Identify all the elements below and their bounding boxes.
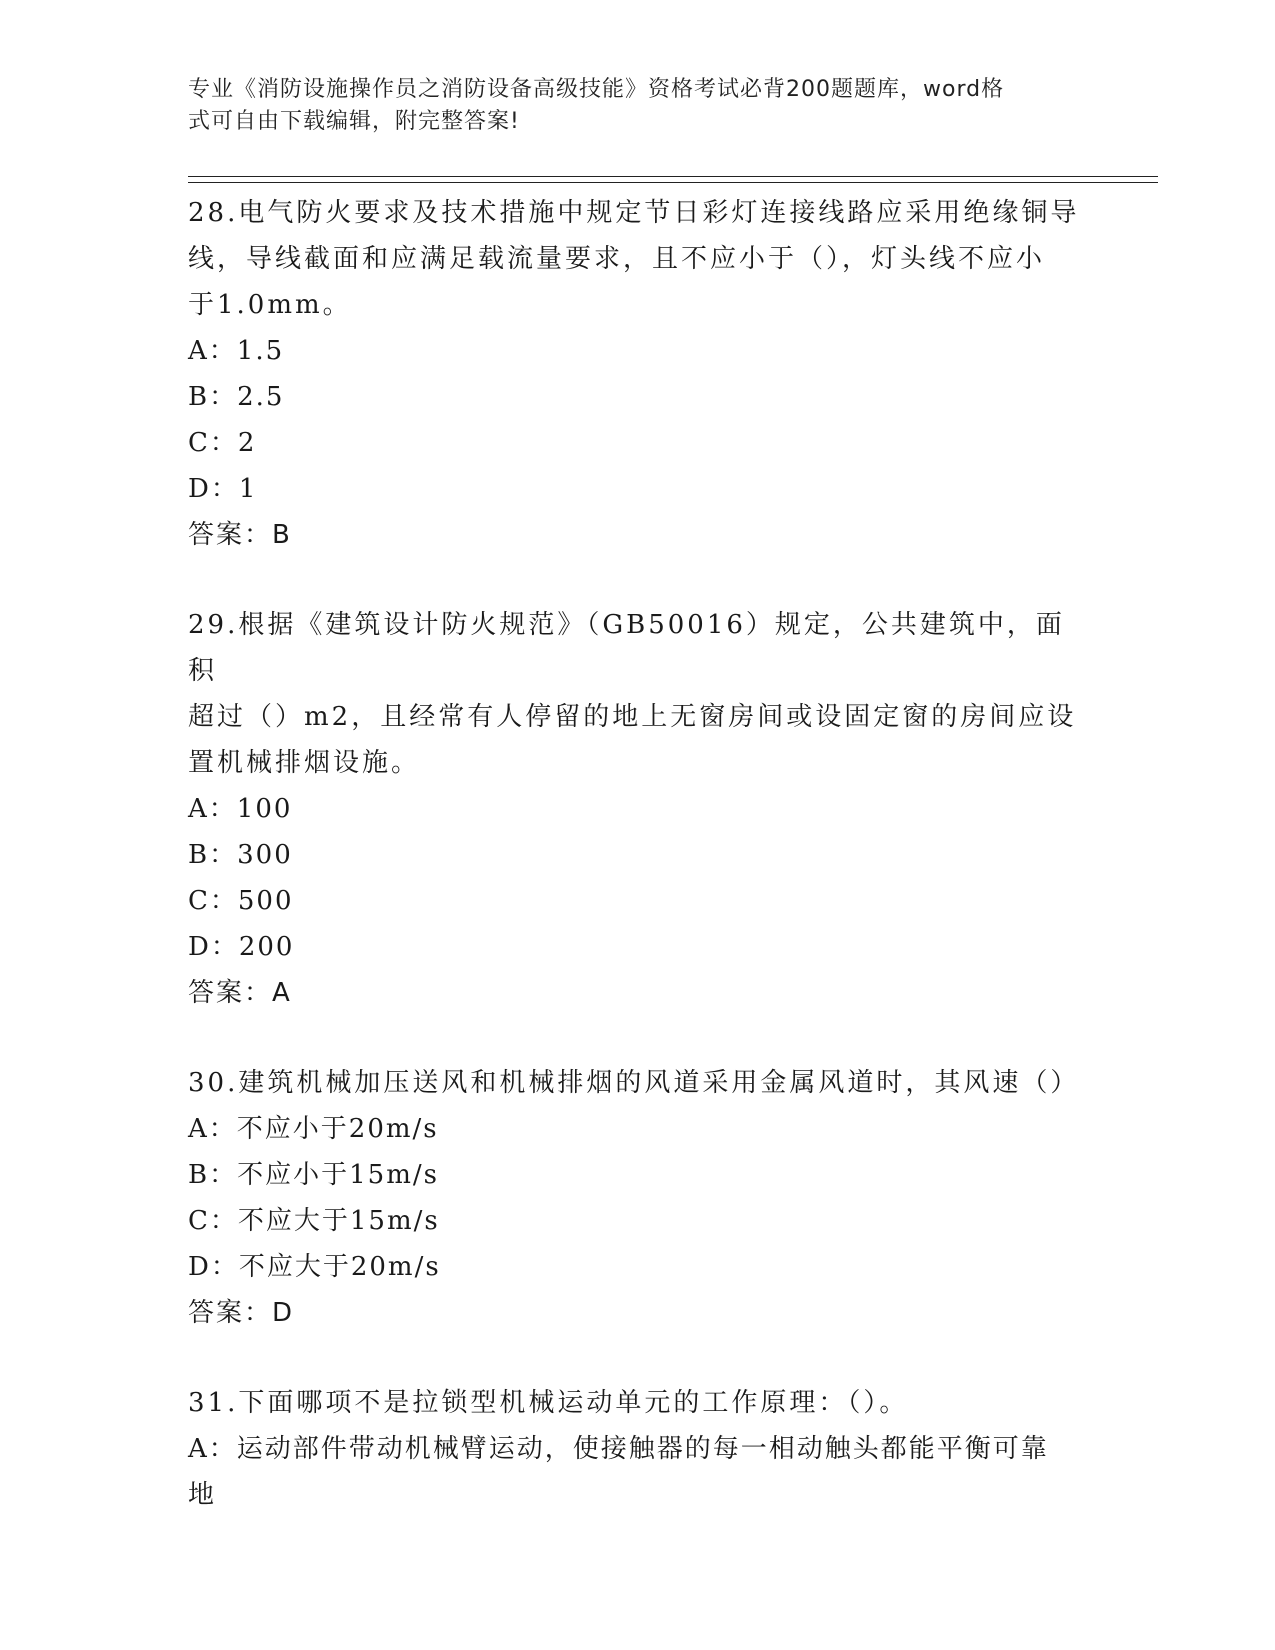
header-divider-top [188,176,1158,177]
option-b: B：300 [188,840,293,870]
question-list [188,190,1088,1562]
option-a: A：1.5 [188,336,285,366]
question-text-line: 28.电气防火要求及技术措施中规定节日彩灯连接线路应采用绝缘铜导 [188,198,1080,228]
question-text-line: 置机械排烟设施。 [188,748,421,778]
question-text-line: 线，导线截面和应满足载流量要求，且不应小于（），灯头线不应小 [188,244,1046,274]
option-c: C：500 [188,886,294,916]
answer-line: 答案：B [188,520,292,550]
option-d: D：不应大于20m/s [188,1252,441,1282]
option-d: D：200 [188,932,295,962]
option-a: A：运动部件带动机械臂运动，使接触器的每一相动触头都能平衡可靠 [188,1434,1049,1464]
question-text-line: 29.根据《建筑设计防火规范》（GB50016）规定，公共建筑中，面积 [188,610,1065,686]
question-text-line: 31.下面哪项不是拉锁型机械运动单元的工作原理：（）。 [188,1388,909,1418]
option-a-continuation: 地 [188,1480,217,1510]
header-line-2: 式可自由下载编辑，附完整答案! [188,109,520,134]
question-30 [188,1060,1088,1336]
option-c: C：2 [188,428,257,458]
option-d: D：1 [188,474,258,504]
question-31 [188,1380,1088,1518]
question-28 [188,190,1088,558]
header-divider-bottom [188,182,1158,183]
question-text-line: 于1.0mm。 [188,290,352,320]
header-line-1: 专业《消防设施操作员之消防设备高级技能》资格考试必背200题题库，word格 [188,77,1005,102]
question-text-line: 超过（）m2，且经常有人停留的地上无窗房间或设固定窗的房间应设 [188,702,1077,732]
document-header [188,74,1068,138]
question-29 [188,602,1088,1016]
answer-line: 答案：D [188,1298,295,1328]
option-a: A：100 [188,794,293,824]
option-a: A：不应小于20m/s [188,1114,439,1144]
option-b: B：不应小于15m/s [188,1160,439,1190]
option-c: C：不应大于15m/s [188,1206,440,1236]
question-text-line: 30.建筑机械加压送风和机械排烟的风道采用金属风道时，其风速（） [188,1068,1080,1098]
option-b: B：2.5 [188,382,285,412]
answer-line: 答案：A [188,978,292,1008]
